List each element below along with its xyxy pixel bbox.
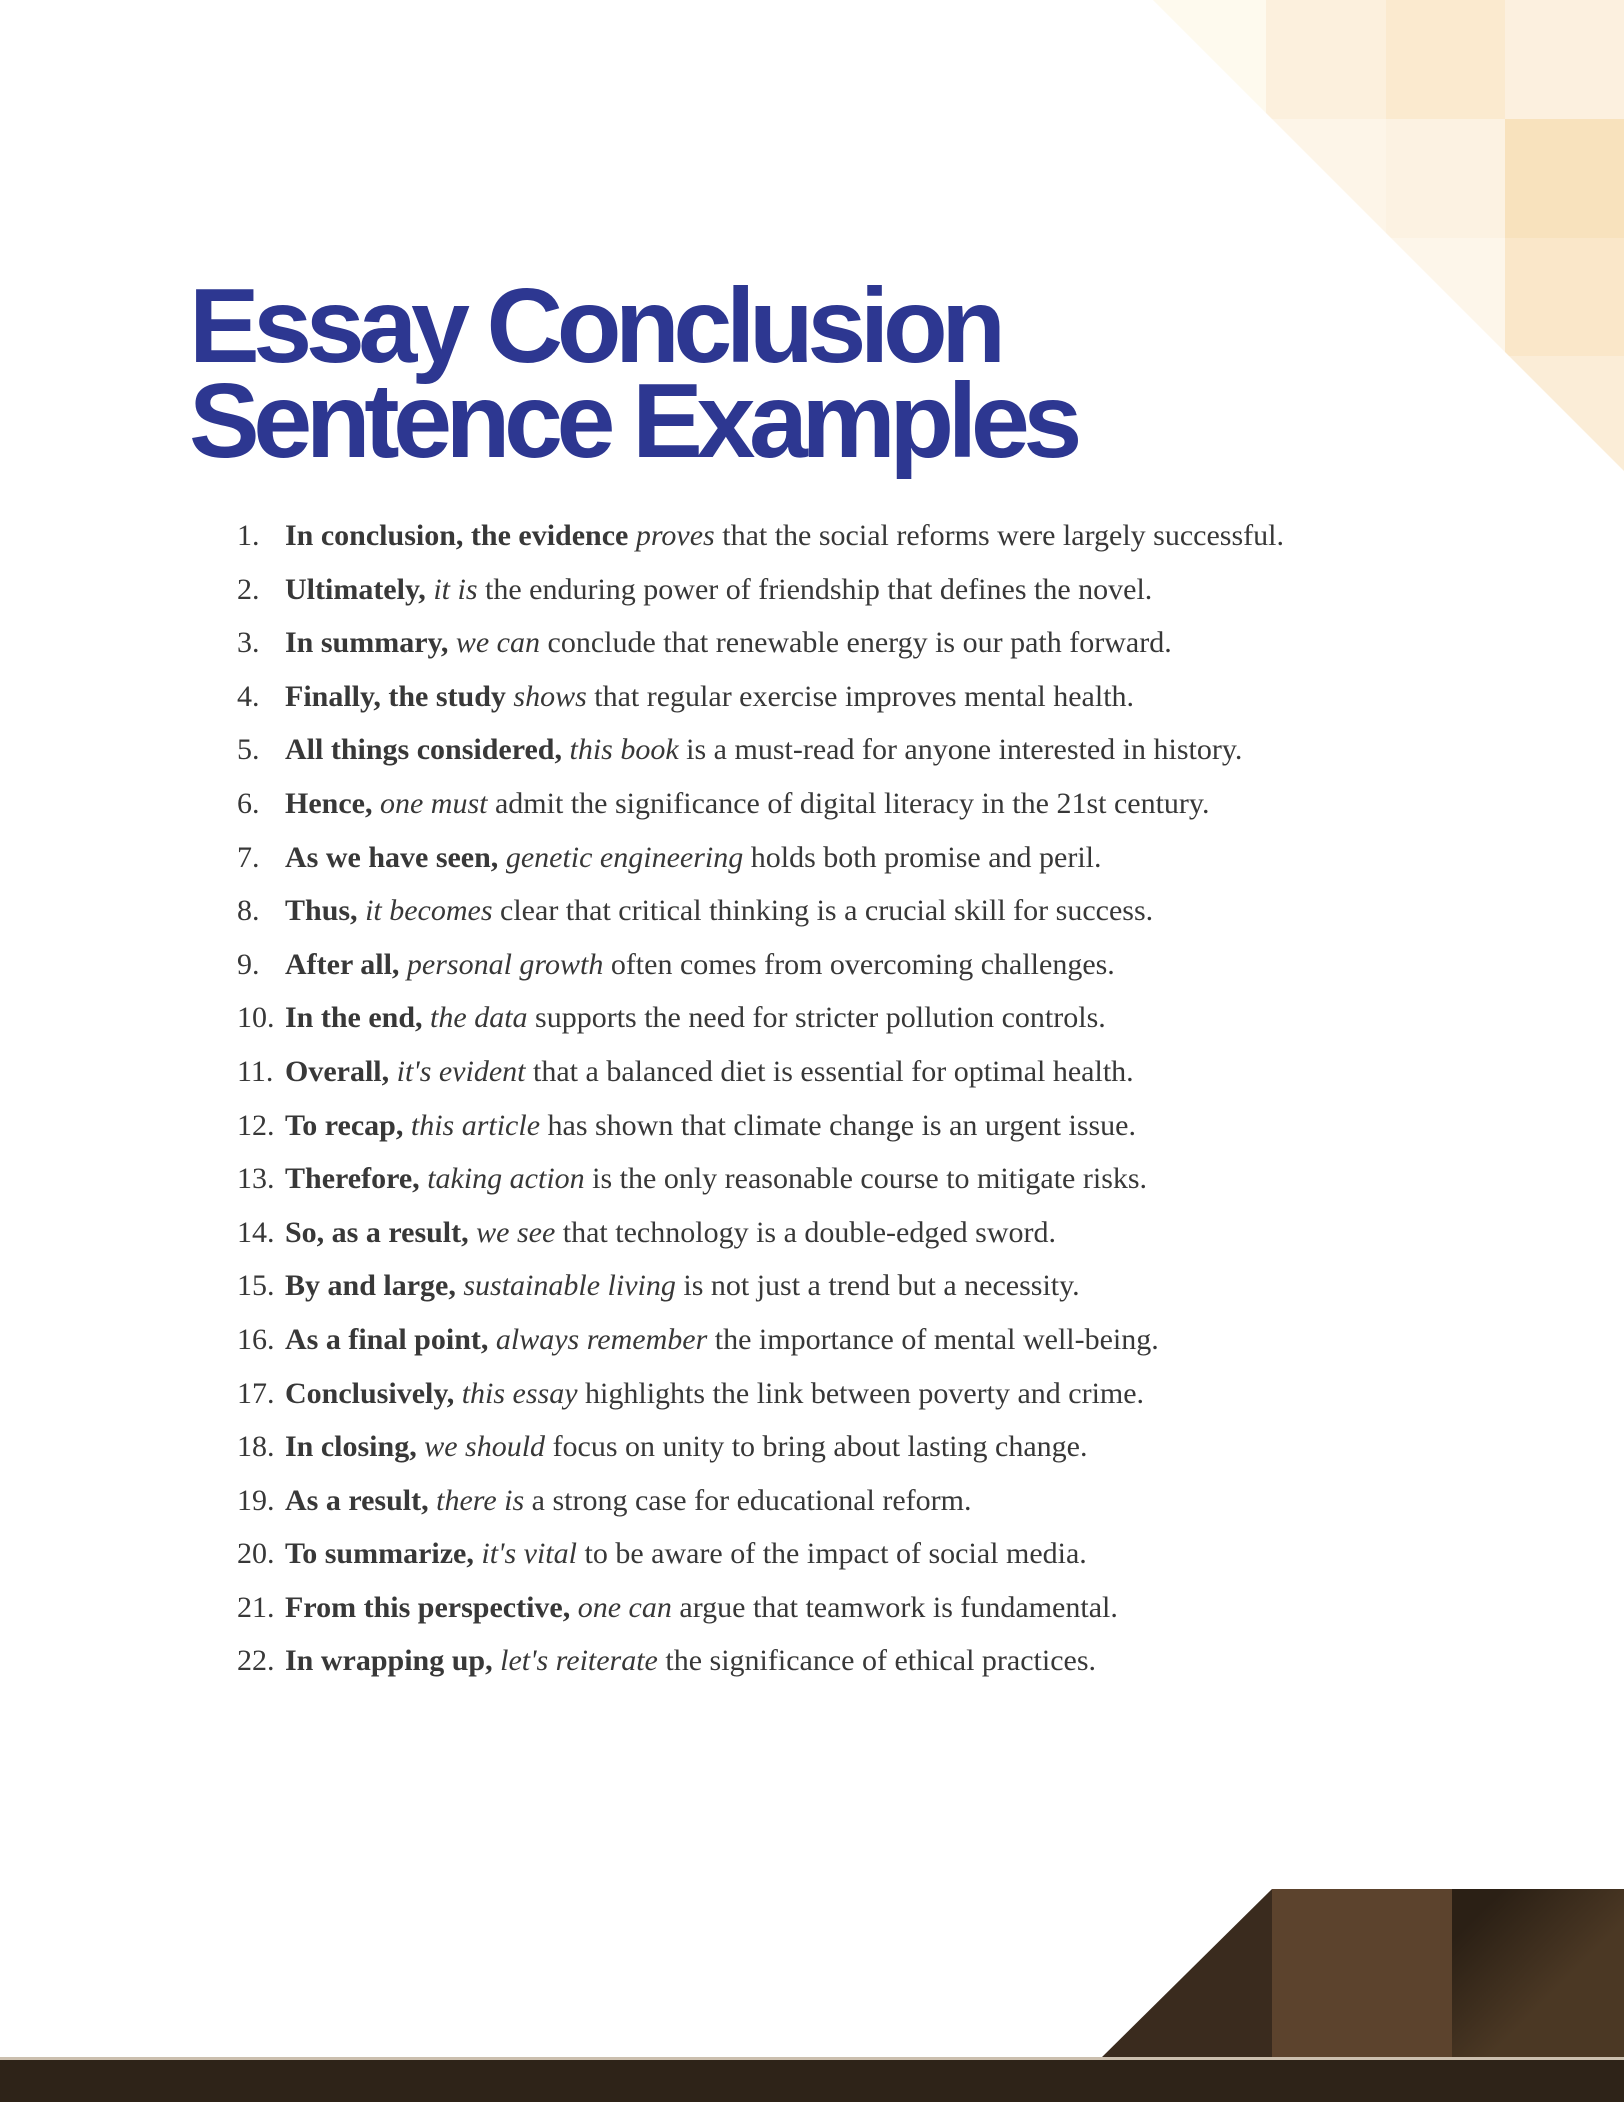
list-item-number: 10.: [237, 1001, 275, 1035]
list-item: [237, 1206, 1397, 1260]
list-item-rest: has shown that climate change is an urgent issue.: [547, 1108, 1136, 1142]
list-item-rest: that technology is a double-edged sword.: [562, 1215, 1056, 1249]
list-item: [237, 670, 1397, 724]
bottom-ramp-decoration: [1099, 1889, 1272, 2060]
list-item-bold-lead: In the end,: [285, 1001, 423, 1035]
list-item-bold-lead: All things considered,: [285, 733, 562, 767]
list-item: [237, 563, 1397, 617]
list-item-italic-phrase: it's vital: [481, 1537, 577, 1571]
list-item-italic-phrase: one must: [379, 786, 488, 820]
mosaic-cell-r2c3: [1386, 119, 1505, 238]
list-item-bold-lead: To recap,: [285, 1108, 404, 1142]
list-item-rest: conclude that renewable energy is our path forward.: [547, 626, 1172, 660]
mosaic-cell-r4c2: [1266, 356, 1385, 475]
list-item-bold-lead: In closing,: [285, 1430, 417, 1464]
list-item-italic-phrase: shows: [513, 679, 587, 713]
list-item-bold-lead: In conclusion, the evidence: [285, 519, 629, 552]
list-item-italic-phrase: we see: [476, 1215, 556, 1249]
list-item: [237, 1152, 1397, 1206]
list-item: [237, 1474, 1397, 1528]
list-item-rest: a strong case for educational reform.: [531, 1483, 972, 1517]
list-item-italic-phrase: one can: [577, 1590, 672, 1624]
list-item-bold-lead: Therefore,: [285, 1162, 420, 1196]
list-item-number: 5.: [237, 733, 260, 767]
list-item-bold-lead: In wrapping up,: [285, 1644, 493, 1678]
list-item: [237, 1367, 1397, 1421]
list-item-number: 17.: [237, 1376, 275, 1410]
list-item-text: [285, 1420, 1397, 1474]
list-item-italic-phrase: this book: [569, 733, 679, 767]
list-item: [237, 509, 1397, 563]
mosaic-cell-r2c4: [1505, 119, 1624, 238]
page-title-line2: Sentence Examples: [189, 362, 1076, 480]
list-item: [237, 777, 1397, 831]
list-item-number: 22.: [237, 1644, 275, 1678]
mosaic-cell-r4c1: [1147, 356, 1266, 475]
list-item-number: 7.: [237, 840, 260, 874]
mosaic-cell-r2c1: [1147, 119, 1266, 238]
list-item-bold-lead: Overall,: [285, 1054, 390, 1088]
mosaic-cell-r1c1: [1147, 0, 1266, 119]
list-item: [237, 938, 1397, 992]
list-item-italic-phrase: proves: [635, 519, 715, 552]
corner-mosaic-decoration: [1147, 0, 1624, 475]
list-item-number: 1.: [237, 519, 260, 552]
list-item: [237, 1045, 1397, 1099]
list-item-text: [285, 991, 1397, 1045]
list-item-text: [285, 723, 1397, 777]
list-item-bold-lead: Finally, the study: [285, 679, 506, 713]
list-item-text: [285, 1367, 1397, 1421]
list-item-italic-phrase: it becomes: [365, 894, 493, 928]
list-item-italic-phrase: this article: [410, 1108, 541, 1142]
list-item: [237, 884, 1397, 938]
page-title: [189, 267, 1076, 480]
list-item-text: [285, 1099, 1397, 1153]
mosaic-cell-r1c4: [1505, 0, 1624, 119]
list-item-rest: the enduring power of friendship that defines the novel.: [485, 572, 1153, 606]
list-item: [237, 1581, 1397, 1635]
conclusion-list: [237, 509, 1397, 1688]
list-item: [237, 991, 1397, 1045]
list-item-italic-phrase: always remember: [495, 1322, 708, 1356]
list-item: [237, 1099, 1397, 1153]
list-item: [237, 831, 1397, 885]
list-item-italic-phrase: let's reiterate: [500, 1644, 658, 1678]
list-item-number: 16.: [237, 1322, 275, 1356]
list-item-italic-phrase: it is: [433, 572, 478, 606]
list-item-text: [285, 777, 1397, 831]
list-item-bold-lead: By and large,: [285, 1269, 456, 1303]
list-item-text: [285, 1313, 1397, 1367]
mosaic-cell-r1c2: [1266, 0, 1385, 119]
list-item-number: 18.: [237, 1430, 275, 1464]
list-item-text: [285, 1634, 1397, 1688]
list-item-italic-phrase: taking action: [427, 1162, 585, 1196]
list-item: [237, 1527, 1397, 1581]
list-item-number: 6.: [237, 786, 260, 820]
list-item-bold-lead: Conclusively,: [285, 1376, 455, 1410]
bottom-band-decoration: [0, 2060, 1624, 2102]
list-item-rest: focus on unity to bring about lasting change.: [552, 1430, 1088, 1464]
list-item-italic-phrase: there is: [436, 1483, 525, 1517]
list-item-number: 4.: [237, 679, 260, 713]
mosaic-cell-r1c3: [1386, 0, 1505, 119]
mosaic-cell-r3c1: [1147, 238, 1266, 357]
list-item-bold-lead: Thus,: [285, 894, 358, 928]
list-item: [237, 616, 1397, 670]
list-item-number: 9.: [237, 947, 260, 981]
list-item-text: [285, 616, 1397, 670]
list-item-number: 20.: [237, 1537, 275, 1571]
page-title-line1: Essay Conclusion: [189, 267, 1000, 385]
list-item-rest: holds both promise and peril.: [750, 840, 1102, 874]
list-item-text: [285, 1259, 1397, 1313]
list-item-bold-lead: So, as a result,: [285, 1215, 469, 1249]
list-item-rest: the significance of ethical practices.: [665, 1644, 1096, 1678]
mosaic-cell-r4c4: [1505, 356, 1624, 475]
mosaic-cell-r4c3: [1386, 356, 1505, 475]
list-item-number: 21.: [237, 1590, 275, 1624]
list-item-bold-lead: In summary,: [285, 626, 449, 660]
list-item-rest: argue that teamwork is fundamental.: [679, 1590, 1118, 1624]
list-item-rest: is a must-read for anyone interested in history.: [686, 733, 1243, 767]
list-item-text: [285, 670, 1397, 724]
list-item-text: [285, 1581, 1397, 1635]
list-item-text: [285, 831, 1397, 885]
list-item-number: 13.: [237, 1162, 275, 1196]
list-item-italic-phrase: personal growth: [406, 947, 604, 981]
list-item: [237, 1420, 1397, 1474]
list-item: [237, 1634, 1397, 1688]
mosaic-cell-r3c2: [1266, 238, 1385, 357]
list-item-rest: that the social reforms were largely successful.: [722, 519, 1284, 552]
list-item-rest: that regular exercise improves mental health.: [594, 679, 1135, 713]
list-item-number: 14.: [237, 1215, 275, 1249]
bottom-block-mid-decoration: [1272, 1889, 1452, 2060]
list-item-rest: highlights the link between poverty and crime.: [585, 1376, 1145, 1410]
list-item-italic-phrase: this essay: [461, 1376, 578, 1410]
mosaic-cell-r2c2: [1266, 119, 1385, 238]
list-item-italic-phrase: genetic engineering: [505, 840, 744, 874]
list-item-rest: is not just a trend but a necessity.: [683, 1269, 1080, 1303]
list-item-rest: clear that critical thinking is a crucial skill for success.: [500, 894, 1154, 928]
list-item: [237, 1313, 1397, 1367]
list-item-text: [285, 884, 1397, 938]
list-item-bold-lead: Hence,: [285, 786, 373, 820]
list-item-italic-phrase: we can: [455, 626, 540, 660]
list-item-bold-lead: From this perspective,: [285, 1590, 571, 1624]
list-item-text: [285, 1474, 1397, 1528]
list-item-number: 19.: [237, 1483, 275, 1517]
list-item-number: 15.: [237, 1269, 275, 1303]
list-item-text: [285, 509, 1397, 563]
list-item-text: [285, 1152, 1397, 1206]
list-item: [237, 723, 1397, 777]
list-item-italic-phrase: we should: [424, 1430, 546, 1464]
list-item-rest: to be aware of the impact of social media.: [584, 1537, 1087, 1571]
list-item-number: 12.: [237, 1108, 275, 1142]
list-item-bold-lead: After all,: [285, 947, 400, 981]
list-item-text: [285, 563, 1397, 617]
list-item-number: 2.: [237, 572, 260, 606]
bottom-block-right-decoration: [1452, 1889, 1624, 2060]
list-item-bold-lead: Ultimately,: [285, 572, 426, 606]
list-item-italic-phrase: it's evident: [396, 1054, 526, 1088]
list-item: [237, 1259, 1397, 1313]
list-item-rest: that a balanced diet is essential for optimal health.: [533, 1054, 1134, 1088]
list-item-bold-lead: As a final point,: [285, 1322, 489, 1356]
list-item-text: [285, 1045, 1397, 1099]
list-item-bold-lead: As we have seen,: [285, 840, 499, 874]
list-item-number: 11.: [237, 1054, 274, 1088]
list-item-number: 3.: [237, 626, 260, 660]
list-item-text: [285, 1527, 1397, 1581]
list-item-rest: supports the need for stricter pollution controls.: [535, 1001, 1106, 1035]
list-item-rest: the importance of mental well-being.: [714, 1322, 1159, 1356]
list-item-rest: admit the significance of digital literacy in the 21st century.: [494, 786, 1210, 820]
list-item-italic-phrase: sustainable living: [463, 1269, 676, 1303]
list-item-rest: is the only reasonable course to mitigate risks.: [592, 1162, 1148, 1196]
list-item-rest: often comes from overcoming challenges.: [610, 947, 1115, 981]
mosaic-cell-r3c3: [1386, 238, 1505, 357]
list-item-text: [285, 938, 1397, 992]
list-item-italic-phrase: the data: [430, 1001, 528, 1035]
mosaic-cell-r3c4: [1505, 238, 1624, 357]
list-item-text: [285, 1206, 1397, 1260]
list-item-number: 8.: [237, 894, 260, 928]
list-item-bold-lead: As a result,: [285, 1483, 429, 1517]
list-item-bold-lead: To summarize,: [285, 1537, 474, 1571]
